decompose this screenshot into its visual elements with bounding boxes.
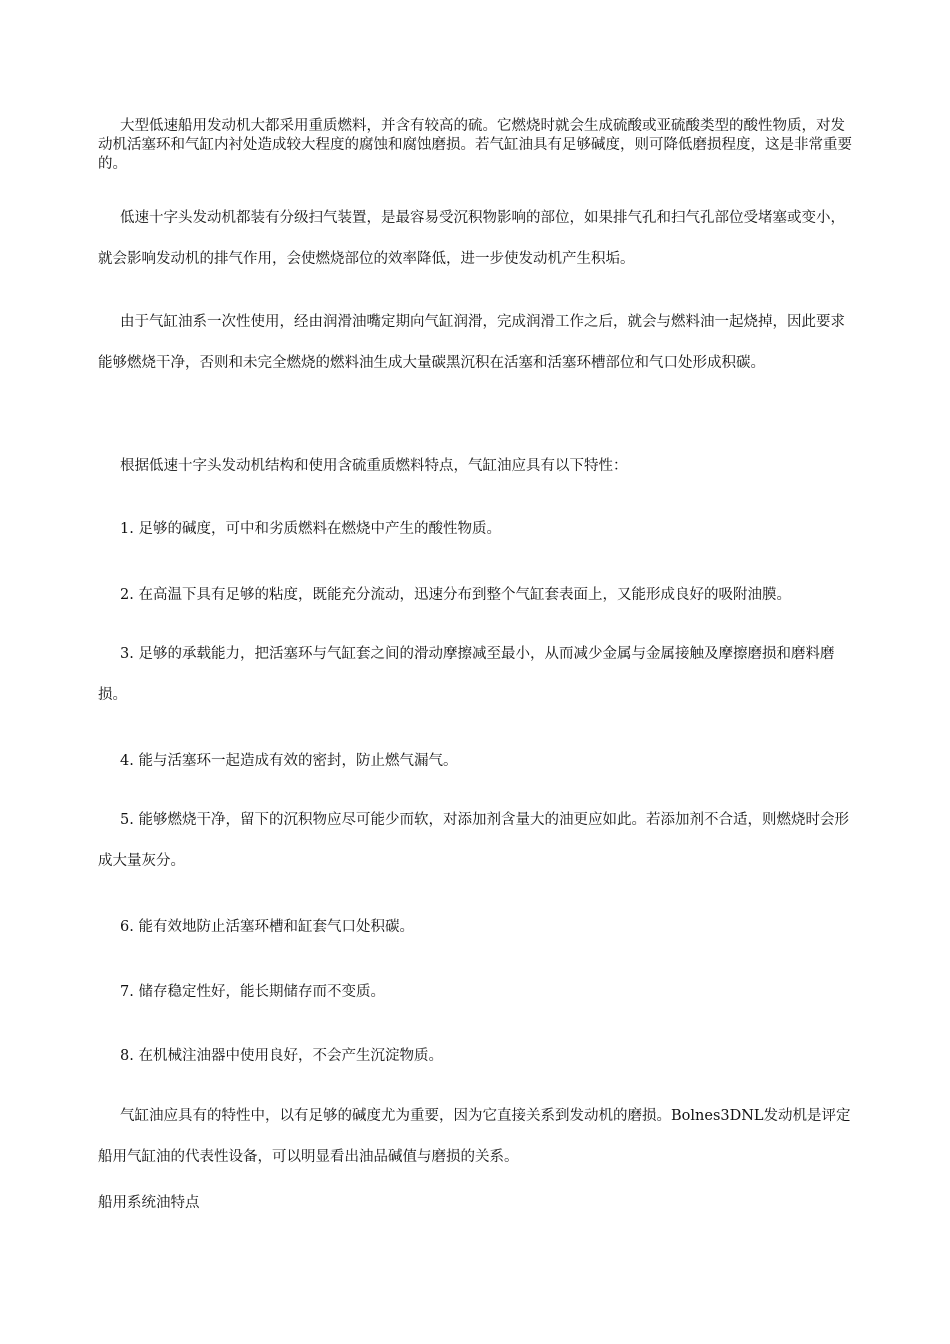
section-heading: 船用系统油特点 bbox=[98, 1195, 200, 1211]
list-item-7: 7. 储存稳定性好，能长期储存而不变质。 bbox=[120, 984, 385, 1000]
paragraph-scavenging-deposits: 低速十字头发动机都装有分级扫气装置，是最容易受沉积物影响的部位，如果排气孔和扫气孔部位受堵塞或变小，就会影响发动机的排气作用，会使燃烧部位的效率降低，进一步使发动机产生积垢。 bbox=[98, 210, 845, 267]
list-item-6: 6. 能有效地防止活塞环槽和缸套气口处积碳。 bbox=[120, 919, 414, 935]
list-item-8: 8. 在机械注油器中使用良好，不会产生沉淀物质。 bbox=[120, 1048, 443, 1064]
list-item-3: 3. 足够的承载能力，把活塞环与气缸套之间的滑动摩擦减至最小，从而减少金属与金属接触及摩擦磨损和磨料磨损。 bbox=[98, 646, 835, 703]
list-item-4: 4. 能与活塞环一起造成有效的密封，防止燃气漏气。 bbox=[120, 753, 458, 769]
list-item-5: 5. 能够燃烧干净，留下的沉积物应尽可能少而软，对添加剂含量大的油更应如此。若添加剂不合适，则燃烧时会形成大量灰分。 bbox=[98, 812, 849, 869]
paragraph-acid-corrosion: 大型低速船用发动机大都采用重质燃料，并含有较高的硫。它燃烧时就会生成硫酸或亚硫酸类型的酸性物质，对发动机活塞环和气缸内衬处造成较大程度的腐蚀和腐蚀磨损。若气缸油具有足够碱度，则可降低磨损程度，这是非常重要的。 bbox=[98, 118, 852, 172]
list-item-2: 2. 在高温下具有足够的粘度，既能充分流动，迅速分布到整个气缸套表面上，又能形成良好的吸附油膜。 bbox=[120, 587, 791, 603]
paragraph-alkalinity-summary: 气缸油应具有的特性中，以有足够的碱度尤为重要，因为它直接关系到发动机的磨损。Bolnes3DNL发动机是评定船用气缸油的代表性设备，可以明显看出油品碱值与磨损的关系。 bbox=[98, 1108, 851, 1165]
paragraph-combustion-carbon: 由于气缸油系一次性使用，经由润滑油嘴定期向气缸润滑，完成润滑工作之后，就会与燃料油一起烧掉，因此要求能够燃烧干净，否则和未完全燃烧的燃料油生成大量碳黑沉积在活塞和活塞环槽部位和气口处形成积碳。 bbox=[98, 314, 845, 371]
paragraph-requirements-intro: 根据低速十字头发动机结构和使用含硫重质燃料特点，气缸油应具有以下特性： bbox=[120, 458, 628, 474]
list-item-1: 1. 足够的碱度，可中和劣质燃料在燃烧中产生的酸性物质。 bbox=[120, 521, 501, 537]
